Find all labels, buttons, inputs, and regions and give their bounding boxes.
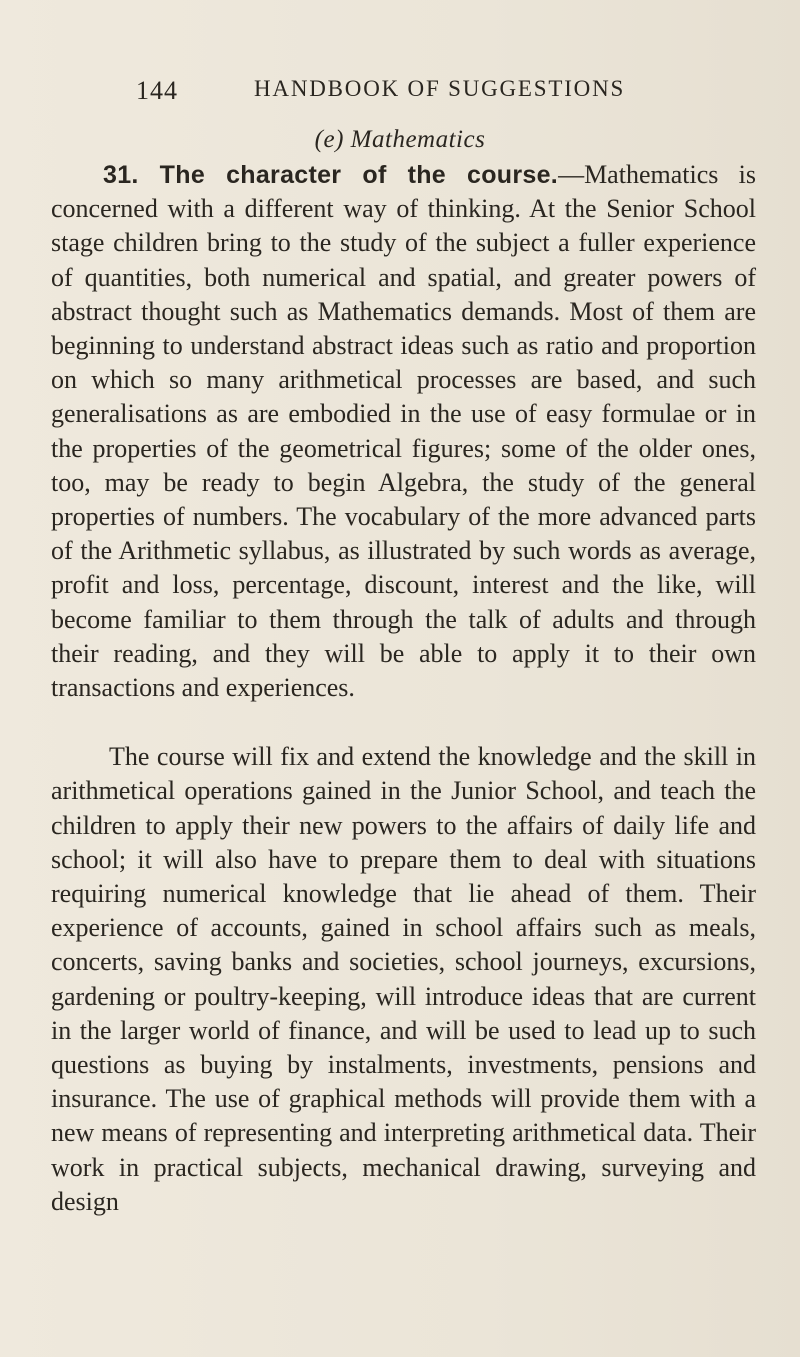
section-heading: (e) Mathematics	[314, 126, 486, 153]
paragraph-lead-in: 31. The character of the course.	[103, 161, 559, 189]
running-head: HANDBOOK OF SUGGESTIONS	[254, 76, 626, 101]
page-header	[136, 76, 656, 108]
paragraph-character-of-course	[51, 158, 756, 705]
body-text	[51, 158, 756, 1219]
paragraph-course-aims: The course will fix and extend the knowledge and the skill in arithmetical operations gained in the Junior School, and teach the children to apply their new powers to the affairs of daily life and school; it will also have to prepare them to deal with situations requiring numerical knowledge that lie ahead of them. Their experience of accounts, gained in school affairs such as meals, concerts, saving banks and societies, school journeys, excursions, gardening or poultry-keeping, will introduce ideas that are current in the larger world of finance, and will be used to lead up to such questions as buying by instalments, investments, pensions and insurance. The use of graphical methods will provide them with a new means of representing and interpreting arithmetical data. Their work in practical subjects, mechanical drawing, surveying and design	[51, 742, 756, 1216]
page-number: 144	[136, 76, 178, 105]
paragraph-text: —Mathematics is concerned with a different way of thinking. At the Senior School stage children bring to the study of the subject a fuller experience of quantities, both numerical and spatial, and greater powers of abstract thought such as Mathematics demands. Most of them are beginning to understand abstract ideas such as ratio and proportion on which so many arithmetical processes are based, and such generalisations as are embodied in the use of easy formulae or in the properties of the geometrical figures; some of the older ones, too, may be ready to begin Algebra, the study of the general properties of numbers. The vocabulary of the more advanced parts of the Arithmetic syllabus, as illustrated by such words as average, profit and loss, percentage, discount, interest and the like, will become familiar to them through the talk of adults and through their reading, and they will be able to apply it to their own transactions and experiences.	[51, 160, 756, 703]
